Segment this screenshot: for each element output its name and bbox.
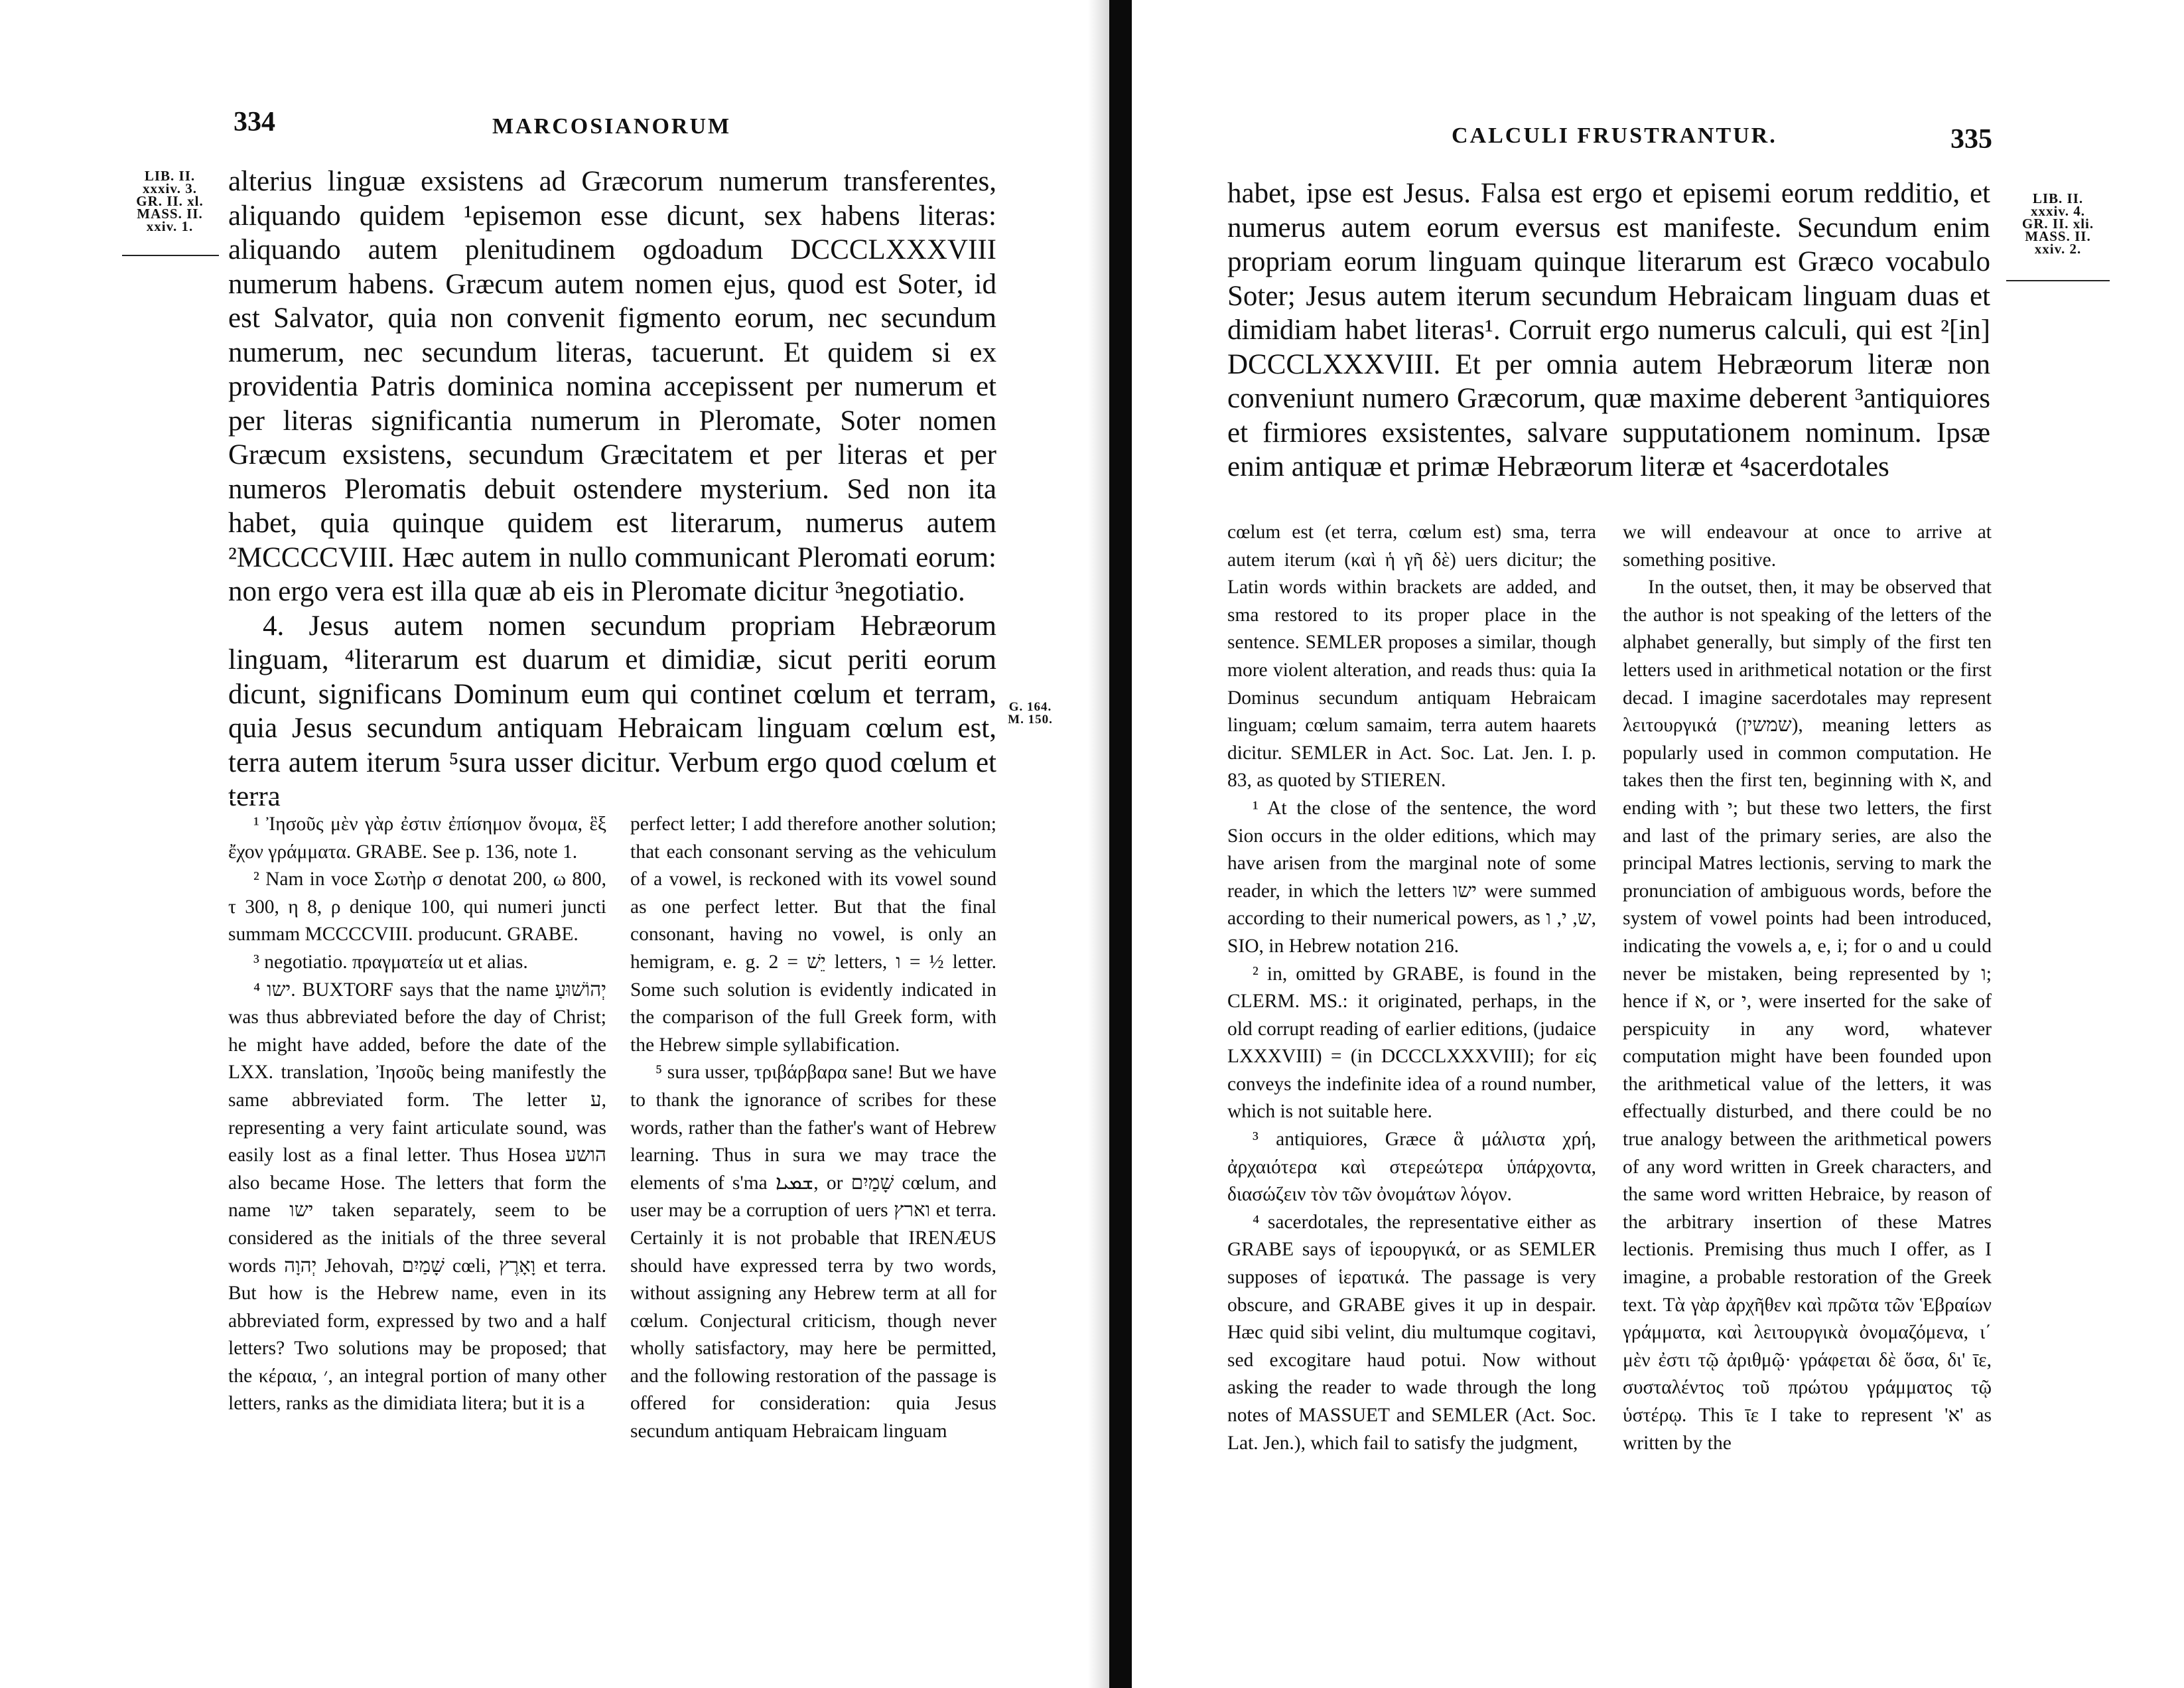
gutter-shadow [1088,0,1109,1688]
footnote-column-2 [630,811,996,1446]
footnote: cœlum est (et terra, cœlum est) sma, terra autem iterum (καὶ ἡ γῆ δὲ) uers dicitur; the Latin words within brackets are added, and sma restored to its proper place in the sentence. SEMLER proposes a similar, though more violent alteration, and reads thus: quia Ia Dominus secundum antiquam Hebraicam linguam; cœlum samaim, terra autem haarets dicitur. SEMLER in Act. Soc. Lat. Jen. I. p. 83, as quoted by STIEREN. [1227,522,1596,792]
paragraph: alterius linguæ exsistens ad Græcorum numerum transferentes, aliquando quidem ¹episemon esse dicunt, sex habens literas: aliquando autem plenitudinem ogdoadum DCCCLXXXVIII numerum habens. Græcum autem nomen ejus, quod est Soter, id est Salvator, quia non convenit figmento eorum, nec secundum numerum, nec secundum literas, tacuerunt. Et quidem si ex providentia Patris dominica nomina accepissent per numerum et per literas significantia numerum in Pleromate, Soter nomen Græcum exsistens, secundum Græcitatem et per literas et per numeros Pleromatis debuit ostendere mysterium. Sed non ita habet, quia quinque quidem est literarum, numerus autem ²MCCCCVIII. Hæc autem in nullo communicant Pleromati eorum: non ergo vera est illa quæ ab eis in Pleromate dicitur ³negotiatio. [228,166,996,607]
footnote: ² Nam in voce Σωτὴρ σ denotat 200, ω 800, τ 300, η 8, ρ denique 100, qui numeri juncti summam MCCCCVIII. producunt. GRABE. [228,869,606,946]
margin-reference: LIB. II. xxxiv. 4. GR. II. xli. MASS. II. xxiv. 2. [2021,190,2094,257]
footnote: ⁵ sura usser, τριβάρβαρα sane! But we have to thank the ignorance of scribes for these words, rather than the father's want of Hebrew learning. Thus in sura we may trace the elements of s'ma ܫܡܝܐ, or שָׁמַיִם cœlum, and user may be a corruption of uers וארץ et terra. Certainly it is not probable that IRENÆUS should have expressed terra by two words, without assigning any Hebrew term at all for cœlum. Conjectural criticism, though never wholly satisfactory, may here be permitted, and the following restoration of the passage is offered for consideration: quia Jesus secundum antiquam Hebraicam linguam [630,1062,996,1442]
margin-rule [122,255,219,256]
footnote: perfect letter; I add therefore another solution; that each consonant serving as the vehiculum of a vowel, is reckoned with its vowel sound as one perfect letter. But that the final consonant, having no vowel, is only an hemigram, e. g. יֵשׁ = 2 letters, ו = ½ letter. Some such solution is evidently indicated in the comparison of the full Greek form, with the Hebrew simple syllabification. [630,813,996,1056]
margin-reference: G. 164. M. 150. [1008,700,1053,727]
margin-rule [2006,280,2110,281]
running-head: MARCOSIANORUM [492,114,732,139]
footnote-separator [228,799,996,800]
paragraph: habet, ipse est Jesus. Falsa est ergo et episemi eorum redditio, et numerus autem eorum eversus est manifeste. Secundum enim propriam eorum linguam quinque literarum est Græco vocabulo Soter; Jesus autem iterum secundum Hebraicam linguam duas et dimidiam habet literas¹. Corruit ergo numerus calculi, qui est ²[in] DCCCLXXXVIII. Et per omnia autem Hebræorum literæ non conveniunt numero Græcorum, quæ maxime deberent ³antiquiores et firmiores exsistentes, salvare supputationem nominum. Ipsæ enim antiquæ et primæ Hebræorum literæ et ⁴sacerdotales [1227,178,1990,482]
main-text [228,165,996,814]
paragraph: 4. Jesus autem nomen secundum propriam Hebræorum linguam, ⁴literarum est duarum et dimidiæ, sicut periti eorum dicunt, significans Dominum eum qui continet cœlum et terram, quia Jesus secundum antiquam Hebraicam linguam cœlum est, terra autem iterum ⁵sura usser dicitur. Verbum ergo quod cœlum et terra [228,610,996,812]
page-number: 334 [234,107,275,137]
page-number: 335 [1950,124,1992,155]
footnote: ¹ At the close of the sentence, the word Sion occurs in the older editions, which may have arisen from the marginal note of some reader, in which the letters ישו were summed according to their numerical powers, as ש, י, ו, SIO, in Hebrew notation 216. [1227,797,1596,957]
footnote-column-1 [1227,519,1596,1457]
footnote: ² in, omitted by GRABE, is found in the CLERM. MS.: it originated, perhaps, in the old corrupt reading of earlier editions, (judaice LXXXVIII) = (in DCCCLXXXVIII); for εἰς conveys the indefinite idea of a round number, which is not suitable here. [1227,963,1596,1123]
footnote: ¹ Ἰησοῦς μὲν γὰρ ἐστιν ἐπίσημον ὄνομα, ἓξ ἔχον γράμματα. GRABE. See p. 136, note 1. [228,813,606,863]
footnote-column-2 [1623,519,1992,1457]
footnote: ⁴ sacerdotales, the representative either as GRABE says of ἱερουργικά, or as SEMLER supposes of ἱερατικά. The passage is very obscure, and GRABE gives it up in despair. Hæc quid sibi velint, diu multumque cogitavi, sed excogitare haud potui. Now without asking the reader to wade through the long notes of MASSUET and SEMLER (Act. Soc. Lat. Jen.), which fail to satisfy the judgment, [1227,1211,1596,1454]
running-head: CALCULI FRUSTRANTUR. [1452,123,1777,148]
footnote-column-1 [228,811,606,1418]
footnote: In the outset, then, it may be observed that the author is not speaking of the letters of the alphabet generally, but simply of the first ten letters used in arithmetical notation or the first decad. I imagine sacerdotales may represent λειτουργικά (שמשין), meaning letters as popularly used in common computation. He takes then the first ten, beginning with א, and ending with י; but these two letters, the first and last of the primary series, are also the principal Matres lectionis, serving to mark the pronunciation of ambiguous words, before the system of vowel points had been introduced, indicating the vowels a, e, i; for o and u could never be mistaken, being represented by ו; hence if א, or י, were inserted for the sake of perspicuity in any word, whatever computation might have been founded upon the arithmetical value of the letters, it was effectually disturbed, and there could be no true analogy between the arithmetical powers of any word written in Greek characters, and the same word written Hebraice, by reason of the arbitrary insertion of these Matres lectionis. Premising thus much I offer, as I imagine, a probable restoration of the Greek text. Τὰ γὰρ ἀρχῆθεν καὶ πρῶτα τῶν Ἑβραίων γράμματα, καὶ λειτουργικὰ ὀνομαζόμενα, ι΄ μὲν ἐστι τῷ ἀριθμῷ· γράφεται δὲ ὅσα, δι' ῑε, συσταλέντος τοῦ πρώτου γράμματος τῷ ὑστέρῳ. This ῑε I take to represent 'א' as written by the [1623,577,1992,1454]
footnote: ³ antiquiores, Græce ἃ μάλιστα χρή, ἀρχαιότερα καὶ στερεώτερα ὑπάρχοντα, διασώζειν τὸν τῶν ὀνομάτων λόγον. [1227,1129,1596,1206]
book-gutter [1109,0,1132,1688]
main-text [1227,176,1990,484]
footnote: ³ negotiatio. πραγματεία ut et alias. [253,951,528,973]
margin-reference: LIB. II. xxxiv. 3. GR. II. xl. MASS. II. xxiv. 1. [136,168,204,234]
footnote: we will endeavour at once to arrive at something positive. [1623,522,1992,571]
right-page [1132,0,2184,1688]
footnote: ⁴ ישו. BUXTORF says that the name יְהוֹשׁוּעַ was thus abbreviated before the day of Christ; he might have added, before the date of the LXX. translation, Ἰησοῦς being manifestly the same abbreviated form. The letter ע, representing a very faint articulate sound, was easily lost as a final letter. Thus Hosea הושע also became Hose. The letters that form the name ישו taken separately, seem to be considered as the initials of the three several words יְהוָה Jehovah, שָׁמַיִם cœli, וָאָרֶץ et terra. But how is the Hebrew name, even in its abbreviated form, expressed by two and a half letters? Two solutions may be proposed; that the κέραια, ׳, an integral portion of many other letters, ranks as the dimidiata litera; but it is a [228,979,606,1415]
left-page [0,0,1088,1688]
